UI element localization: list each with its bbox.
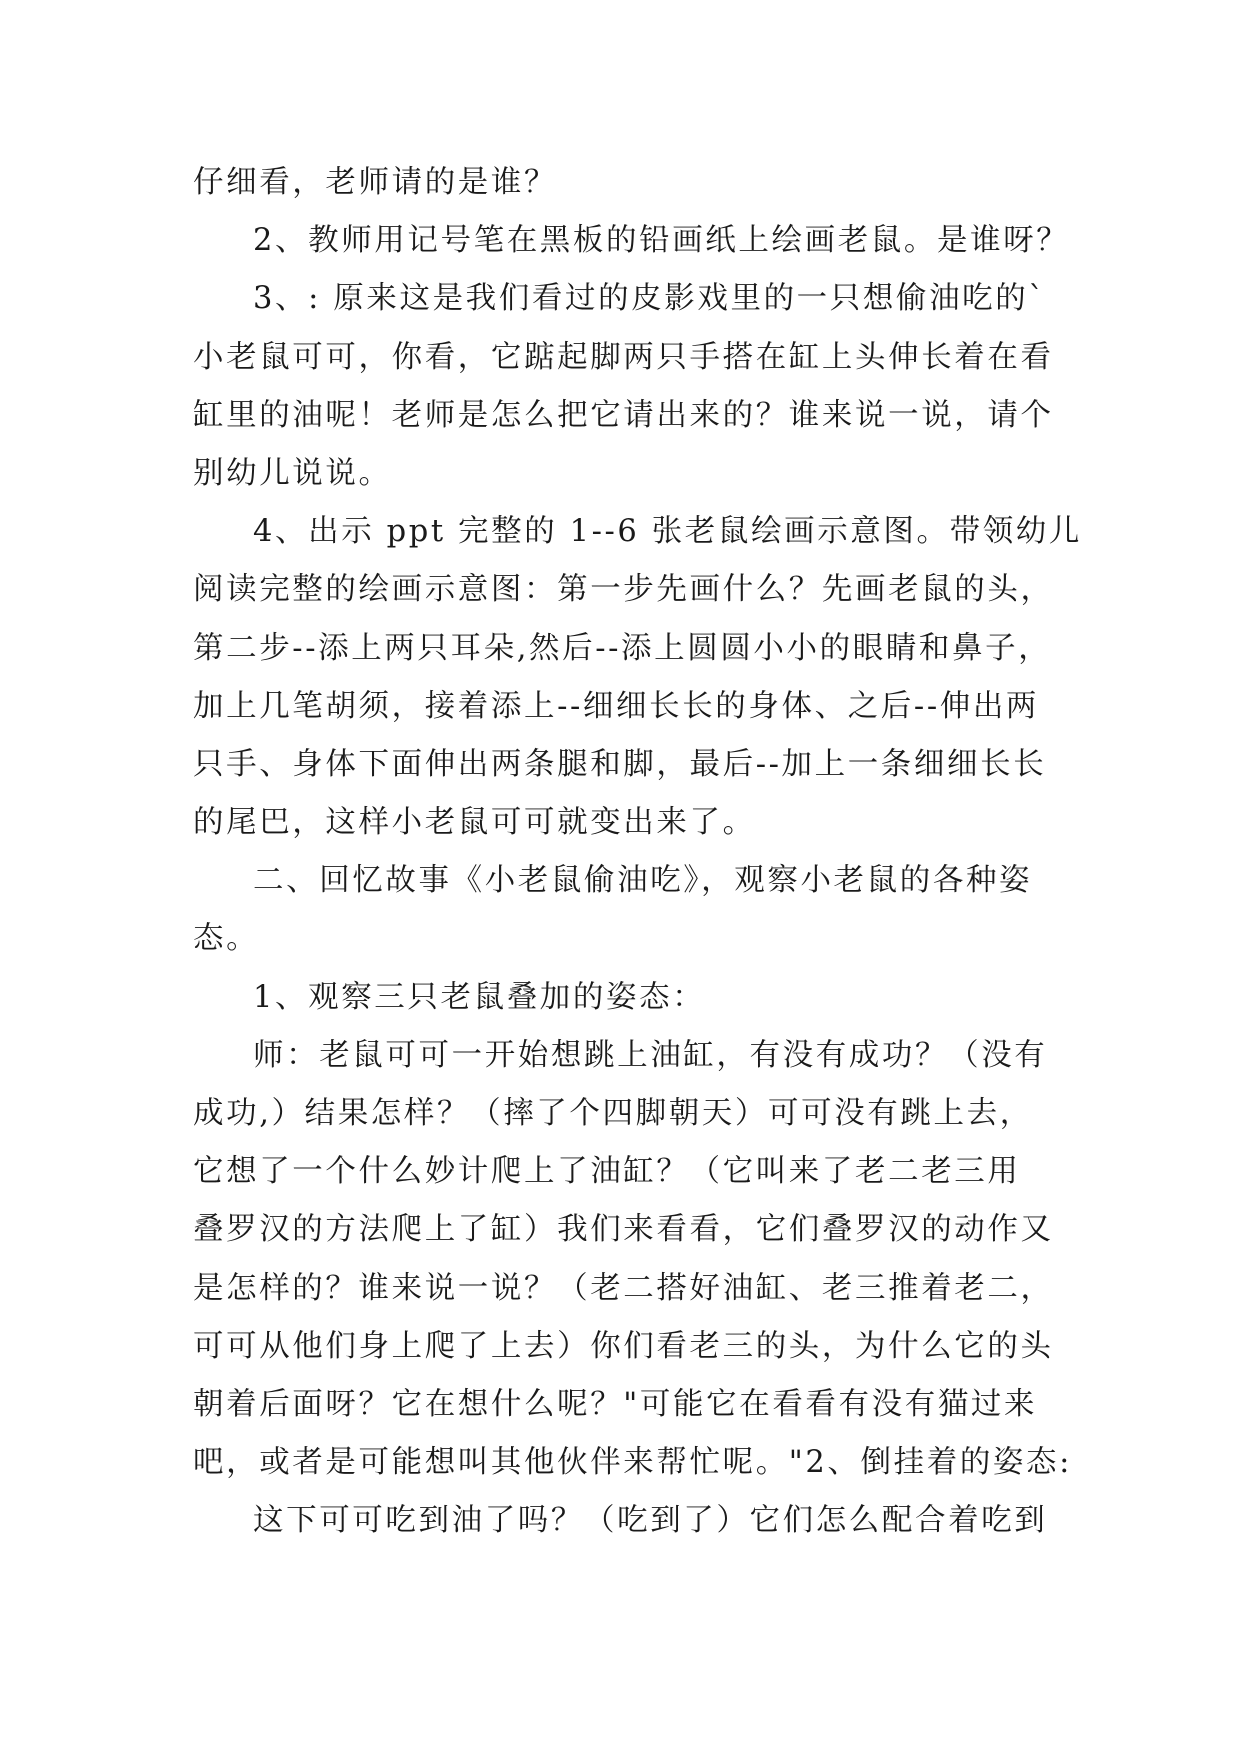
- text-line-4: 小老鼠可可，你看，它踮起脚两只手搭在缸上头伸长着在看: [193, 339, 1054, 375]
- text-line-23: 吧，或者是可能想叫其他伙伴来帮忙呢。"2、倒挂着的姿态:: [193, 1445, 1073, 1481]
- text-line-6: 别幼儿说说。: [193, 455, 392, 491]
- text-line-5: 缸里的油呢！老师是怎么把它请出来的？谁来说一说，请个: [193, 397, 1054, 433]
- text-line-14: 态。: [193, 921, 260, 957]
- text-line-2: 2、教师用记号笔在黑板的铅画纸上绘画老鼠。是谁呀？: [253, 223, 1070, 259]
- text-line-3: 3、: 原来这是我们看过的皮影戏里的一只想偷油吃的`: [253, 281, 1047, 317]
- document-body: [193, 154, 1083, 1551]
- text-line-7: 4、出示 ppt 完整的 1--6 张老鼠绘画示意图。带领幼儿: [253, 514, 1083, 550]
- text-line-10: 加上几笔胡须，接着添上--细细长长的身体、之后--伸出两: [193, 688, 1040, 724]
- text-line-1: 仔细看，老师请的是谁？: [193, 165, 558, 200]
- text-line-12: 的尾巴，这样小老鼠可可就变出来了。: [193, 805, 756, 841]
- text-line-24: 这下可可吃到油了吗？（吃到了）它们怎么配合着吃到: [253, 1503, 1048, 1539]
- text-line-20: 是怎样的？谁来说一说？（老二搭好油缸、老三推着老二，: [193, 1270, 1054, 1306]
- text-line-11: 只手、身体下面伸出两条腿和脚，最后--加上一条细细长长: [193, 746, 1047, 782]
- text-line-17: 成功,）结果怎样？（摔了个四脚朝天）可可没有跳上去，: [193, 1096, 1033, 1131]
- text-line-15: 1、观察三只老鼠叠加的姿态：: [253, 979, 706, 1015]
- text-line-16: 师：老鼠可可一开始想跳上油缸，有没有成功？（没有: [253, 1037, 1048, 1073]
- text-line-13: 二、回忆故事《小老鼠偷油吃》，观察小老鼠的各种姿: [253, 863, 1033, 899]
- text-line-22: 朝着后面呀？它在想什么呢？"可能它在看看有没有猫过来: [193, 1386, 1038, 1422]
- text-line-21: 可可从他们身上爬了上去）你们看老三的头，为什么它的头: [193, 1328, 1054, 1364]
- text-line-19: 叠罗汉的方法爬上了缸）我们来看看，它们叠罗汉的动作又: [193, 1212, 1054, 1248]
- text-line-8: 阅读完整的绘画示意图：第一步先画什么？先画老鼠的头，: [193, 572, 1054, 608]
- text-line-18: 它想了一个什么妙计爬上了油缸？（它叫来了老二老三用: [193, 1154, 1021, 1190]
- text-line-9: 第二步--添上两只耳朵,然后--添上圆圆小小的眼睛和鼻子，: [193, 630, 1052, 666]
